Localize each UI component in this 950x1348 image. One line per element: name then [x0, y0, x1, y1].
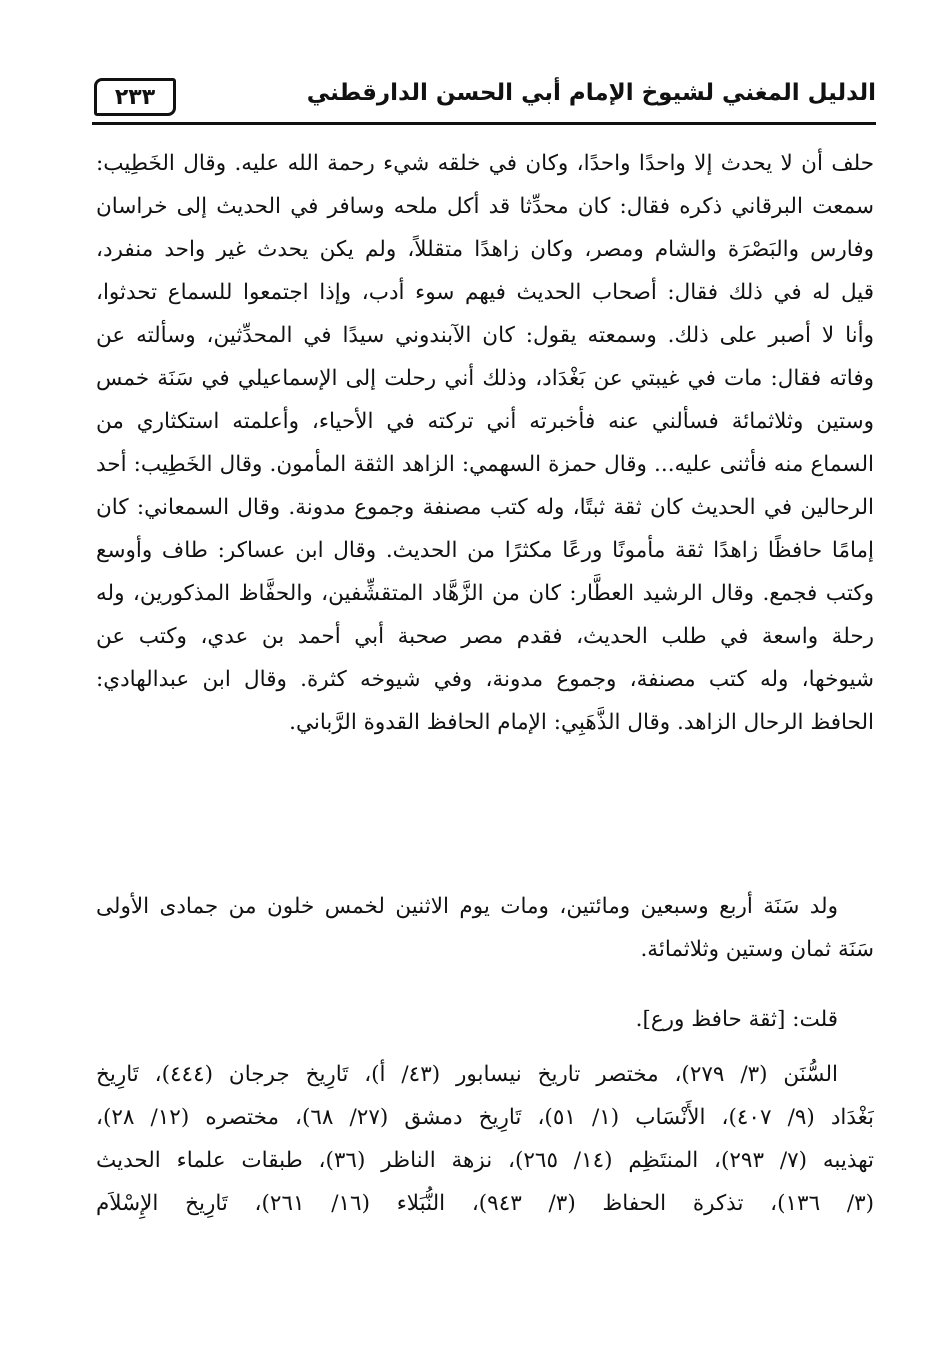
source-line: تهذيبه (٧/ ٢٩٣)، المنتَظِم (١٤/ ٢٦٥)، نزهة الناظر (٣٦)، طبقات علماء الحديث: [96, 1148, 874, 1173]
text-line: قيل له في ذلك فقال: أصحاب الحديث فيهم سوء أدب، وإذا اجتمعوا للسماع تحدثوا،: [96, 280, 874, 305]
text-line: السماع منه فأثنى عليه... وقال حمزة السهمي: الزاهد الثقة المأمون. وقال الخَطِيب: أحد: [96, 452, 874, 477]
header-rule: [92, 122, 876, 125]
text-line: ولد سَنَة أربع وسبعين ومائتين، ومات يوم الاثنين لخمس خلون من جمادى الأولى: [96, 894, 838, 919]
text-line: حلف أن لا يحدث إلا واحدًا واحدًا، وكان في خلقه شيء رحمة الله عليه. وقال الخَطِيب:: [96, 151, 874, 176]
verdict-paragraph: [96, 998, 874, 1041]
source-line: (٣/ ١٣٦)، تذكرة الحفاظ (٣/ ٩٤٣)، النُّبَلاء (١٦/ ٢٦١)، تَارِيخ الإِسْلاَم: [96, 1191, 874, 1216]
text-line: وكتب فجمع. وقال الرشيد العطَّار: كان من الزَّهَّاد المتقشِّفين، والحفَّاظ المذكورين، وله: [96, 581, 874, 606]
page-number: ٢٣٣: [94, 78, 176, 116]
running-header: [92, 74, 876, 122]
text-line: رحلة واسعة في طلب الحديث، فقدم مصر صحبة أبي أحمد بن عدي، وكتب عن: [96, 624, 874, 649]
verdict-line: قلت: [ثقة حافظ ورع].: [635, 1007, 838, 1032]
text-line: سَنَة ثمان وستين وثلاثمائة.: [640, 937, 874, 962]
text-line: وفارس والبَصْرَة والشام ومصر، وكان زاهدًا متقللاً، ولم يكن يحدث غير واحد منفرد،: [96, 237, 874, 262]
book-title: الدليل المغني لشيوخ الإمام أبي الحسن الدارقطني: [306, 80, 876, 106]
text-line: سمعت البرقاني ذكره فقال: كان محدِّثا قد أكل ملحه وسافر في الحديث إلى خراسان: [96, 194, 874, 219]
source-line: بَغْدَاد (٩/ ٤٠٧)، الأَنْسَاب (١/ ٥١)، تَارِيخ دمشق (٢٧/ ٦٨)، مختصره (١٢/ ٢٨)،: [96, 1105, 874, 1130]
text-line: شيوخها، وله كتب مصنفة، وجموع مدونة، وفي شيوخه كثرة. وقال ابن عبدالهادي:: [96, 667, 874, 692]
text-line: وفاته فقال: مات في غيبتي عن بَغْدَاد، وذلك أني رحلت إلى الإسماعيلي في سَنَة خمس: [96, 366, 874, 391]
text-line: وأنا لا أصبر على ذلك. وسمعته يقول: كان الآبندوني سيدًا في المحدِّثين، وسألته عن: [96, 323, 874, 348]
text-line: الحافظ الرحال الزاهد. وقال الذَّهَبِي: الإمام الحافظ القدوة الرَّباني.: [289, 710, 874, 735]
biography-paragraph: [96, 142, 874, 744]
source-line: السُّنَن (٣/ ٢٧٩)، مختصر تاريخ نيسابور (٤٣/ أ)، تَارِيخ جرجان (٤٤٤)، تَارِيخ: [96, 1062, 838, 1087]
text-line: الرحالين في الحديث كان ثقة ثبتًا، وله كتب مصنفة وجموع مدونة. وقال السمعاني: كان: [96, 495, 874, 520]
birth-death-paragraph: [96, 885, 874, 971]
text-line: وستين وثلاثمائة فسألني عنه فأخبرته أني تركته في الأحياء، وأعلمته استكثاري من: [96, 409, 874, 434]
text-line: إمامًا حافظًا زاهدًا ثقة مأمونًا ورعًا مكثرًا من الحديث. وقال ابن عساكر: طاف وأوسع: [96, 538, 874, 563]
sources-paragraph: [96, 1053, 874, 1225]
